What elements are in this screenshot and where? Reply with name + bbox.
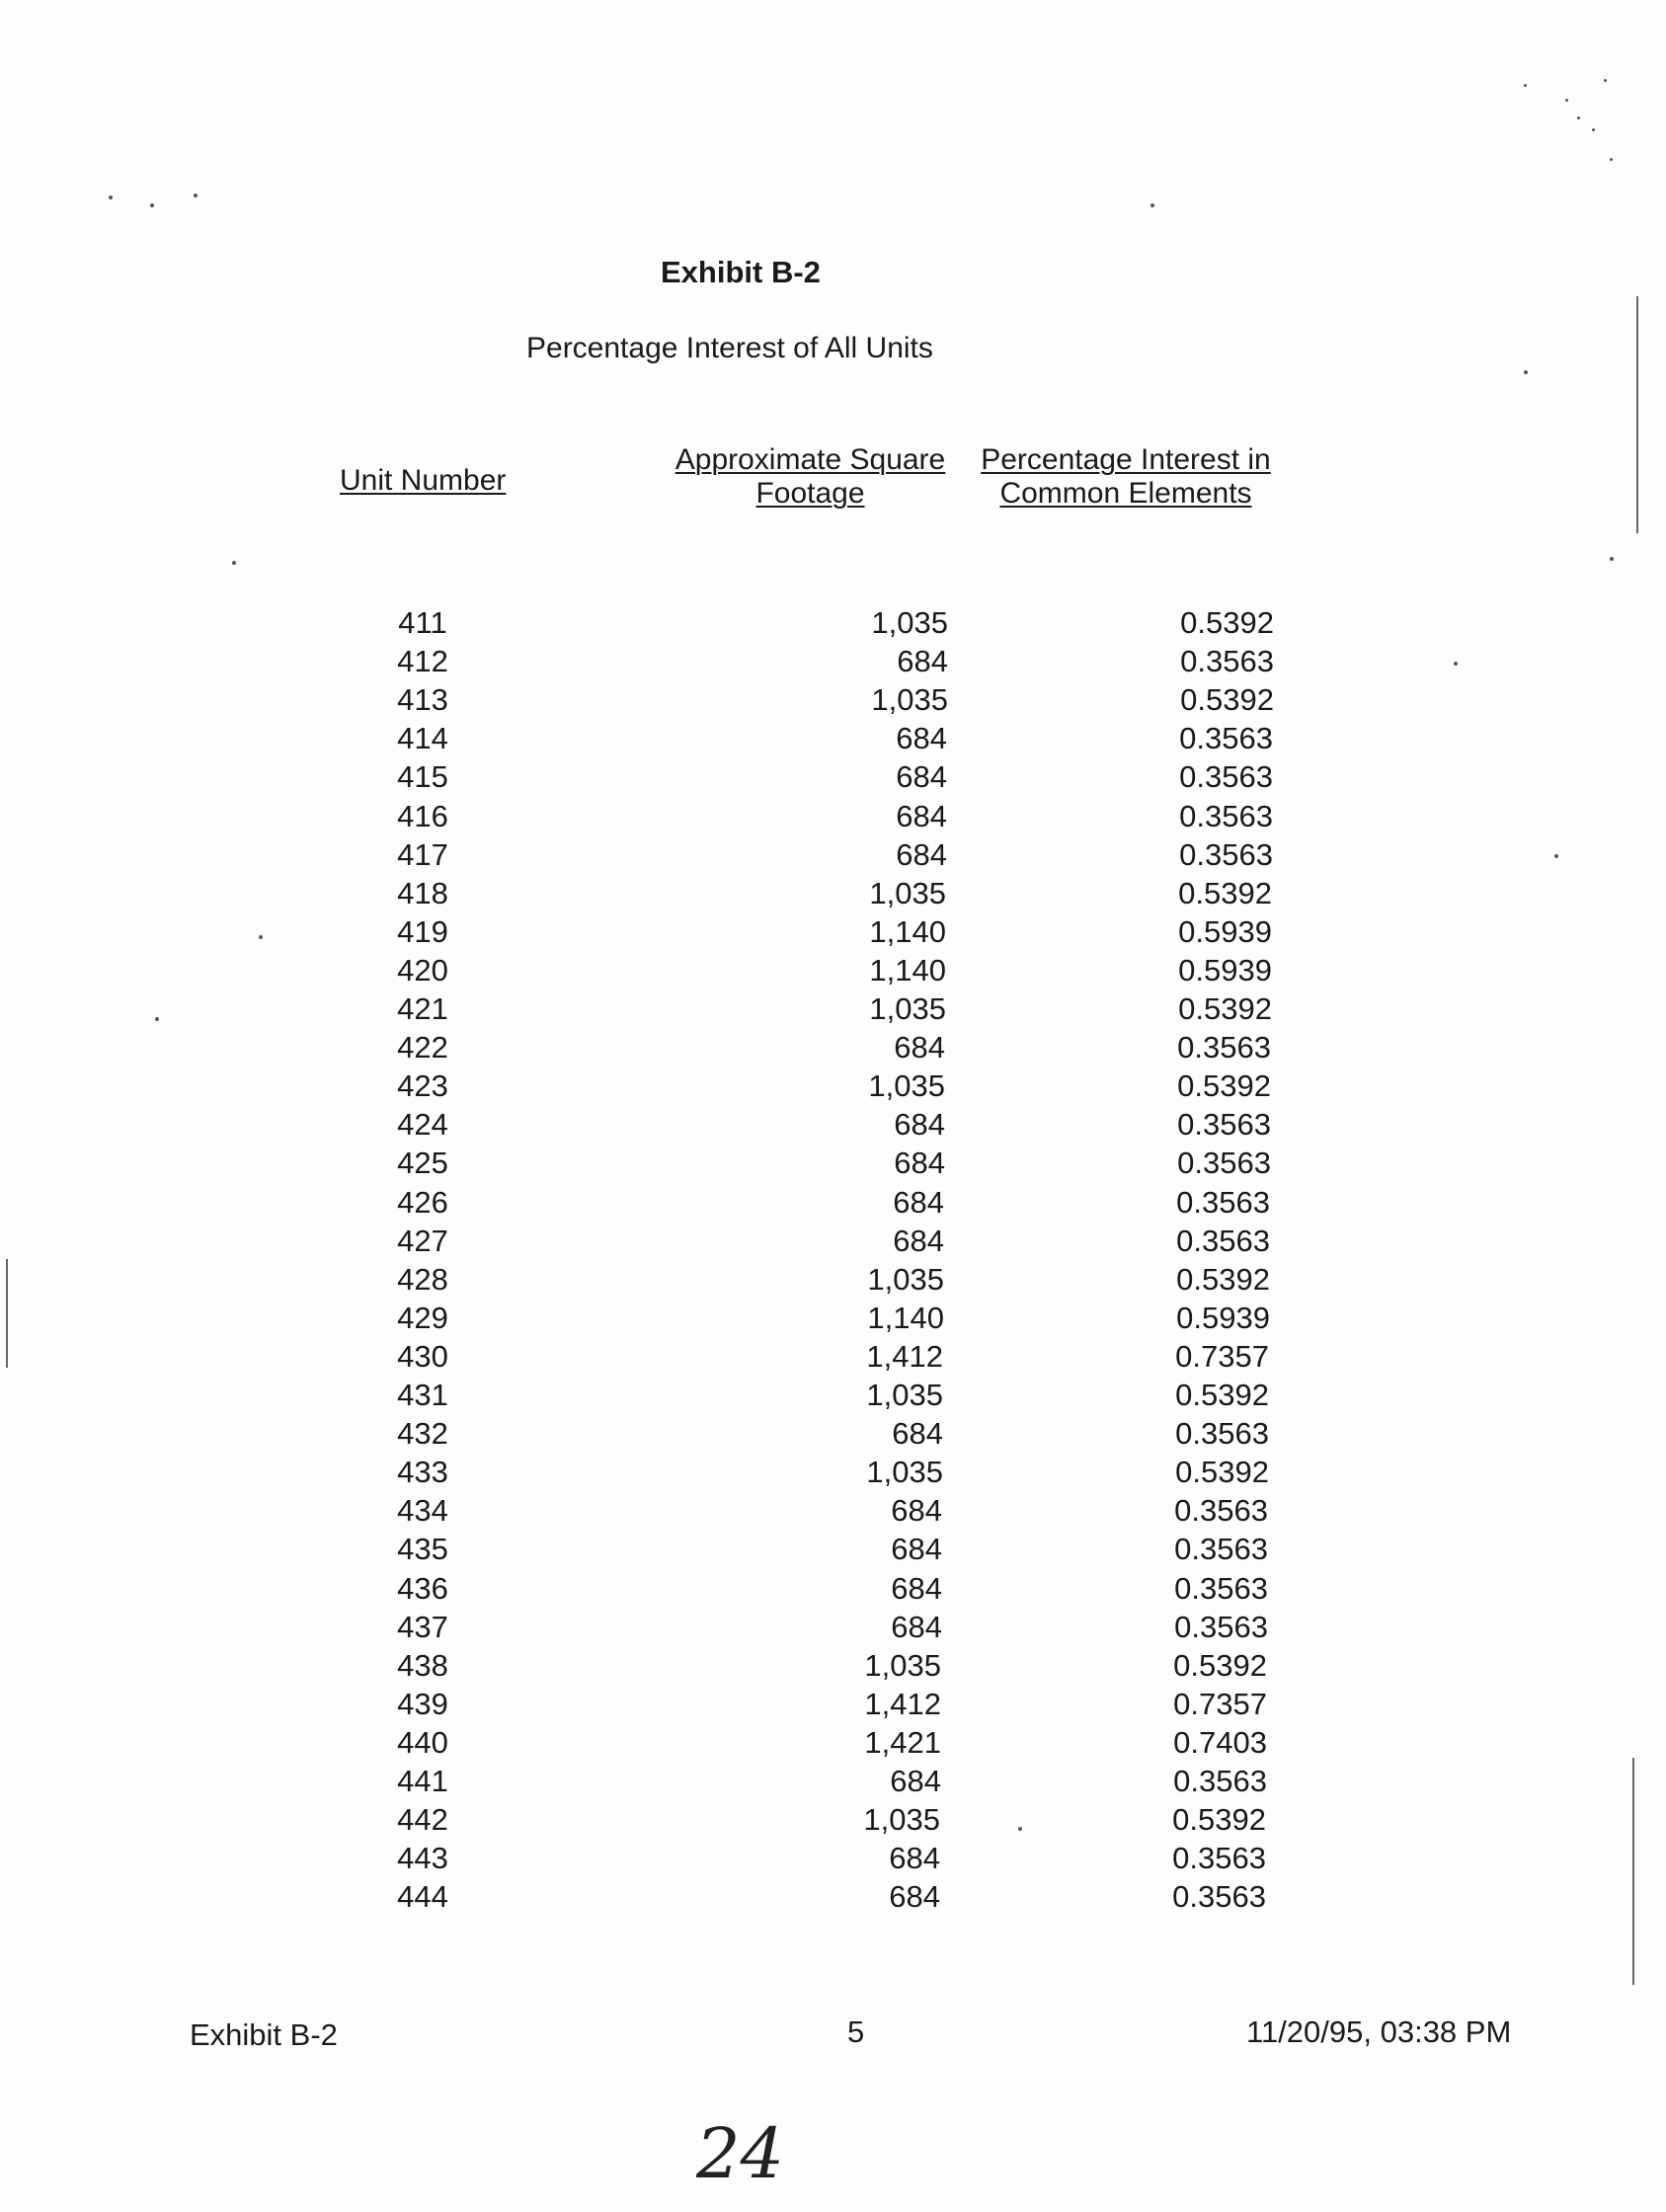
unit-cell: 429 xyxy=(397,1300,448,1335)
unit-cell: 432 xyxy=(397,1416,448,1452)
column-header-sqft-line2: Footage xyxy=(755,477,865,510)
table-row xyxy=(0,1646,1666,1685)
pct-cell: 0.3563 xyxy=(1177,1030,1271,1066)
pct-cell: 0.5392 xyxy=(1177,1068,1271,1104)
sqft-cell: 684 xyxy=(891,1609,942,1644)
pct-cell: 0.3563 xyxy=(1180,644,1274,679)
table-row xyxy=(0,989,1666,1028)
sqft-cell: 684 xyxy=(896,759,947,795)
column-header-pct-line2: Common Elements xyxy=(999,477,1252,510)
unit-cell: 411 xyxy=(398,605,447,640)
exhibit-subtitle: Percentage Interest of All Units xyxy=(526,332,933,364)
scan-speck xyxy=(1610,158,1613,161)
table-row xyxy=(0,874,1666,912)
sqft-cell: 1,035 xyxy=(871,682,948,718)
sqft-cell: 1,035 xyxy=(868,1068,945,1104)
sqft-cell: 684 xyxy=(891,1493,942,1529)
table-row xyxy=(0,1222,1666,1260)
unit-cell: 439 xyxy=(397,1686,448,1721)
handwritten-number-text: 24 xyxy=(696,2113,785,2194)
scan-speck xyxy=(1150,203,1154,207)
unit-cell: 443 xyxy=(397,1841,448,1876)
pct-cell: 0.5939 xyxy=(1178,913,1272,949)
table-row xyxy=(0,603,1666,642)
scan-edge-mark xyxy=(6,1259,8,1368)
column-header-pct xyxy=(963,443,1289,511)
table-row xyxy=(0,912,1666,951)
sqft-cell: 684 xyxy=(893,1223,944,1258)
sqft-cell: 1,421 xyxy=(864,1724,941,1760)
unit-cell: 431 xyxy=(397,1378,448,1412)
scan-speck xyxy=(150,203,154,207)
sqft-cell: 1,412 xyxy=(864,1686,941,1721)
unit-cell: 435 xyxy=(397,1532,448,1567)
unit-cell: 414 xyxy=(397,721,448,756)
pct-cell: 0.5392 xyxy=(1175,1455,1269,1490)
sqft-cell: 684 xyxy=(892,1416,943,1452)
pct-cell: 0.3563 xyxy=(1172,1841,1266,1876)
sqft-cell: 1,035 xyxy=(863,1802,940,1838)
scan-edge-mark xyxy=(1636,296,1638,533)
scan-speck xyxy=(155,1017,159,1021)
pct-cell: 0.3563 xyxy=(1177,1107,1271,1143)
pct-cell: 0.3563 xyxy=(1177,1146,1271,1181)
table-row xyxy=(0,1337,1666,1376)
column-header-sqft-line1: Approximate Square xyxy=(674,443,946,476)
table-row xyxy=(0,1723,1666,1762)
footer-timestamp: 11/20/95, 03:38 PM xyxy=(1246,2014,1512,2049)
scan-speck xyxy=(1524,84,1527,87)
unit-cell: 420 xyxy=(397,952,448,988)
unit-cell: 416 xyxy=(397,798,448,833)
pct-cell: 0.5939 xyxy=(1178,952,1272,988)
scan-speck xyxy=(232,561,236,565)
pct-cell: 0.3563 xyxy=(1174,1493,1268,1529)
table-row xyxy=(0,951,1666,989)
unit-cell: 430 xyxy=(397,1338,448,1374)
scan-speck xyxy=(1018,1827,1022,1831)
table-row xyxy=(0,1491,1666,1530)
exhibit-title: Exhibit B-2 xyxy=(661,255,821,289)
pct-cell: 0.3563 xyxy=(1175,1416,1269,1452)
sqft-cell: 1,140 xyxy=(867,1300,944,1335)
sqft-cell: 684 xyxy=(891,1570,942,1606)
pct-cell: 0.3563 xyxy=(1179,759,1273,795)
unit-cell: 413 xyxy=(397,682,448,718)
column-header-unit: Unit Number xyxy=(340,464,507,497)
sqft-cell: 1,035 xyxy=(869,991,946,1026)
sqft-cell: 684 xyxy=(894,1107,945,1143)
sqft-cell: 684 xyxy=(897,644,948,679)
pct-cell: 0.5392 xyxy=(1180,682,1274,718)
table-row xyxy=(0,1414,1666,1453)
table-row xyxy=(0,1569,1666,1608)
sqft-cell: 1,140 xyxy=(869,952,946,988)
table-row xyxy=(0,1453,1666,1491)
scan-speck xyxy=(1565,99,1568,102)
pct-cell: 0.3563 xyxy=(1174,1532,1268,1567)
table-row xyxy=(0,1105,1666,1144)
pct-cell: 0.3563 xyxy=(1173,1764,1267,1798)
scan-speck xyxy=(1454,662,1458,666)
sqft-cell: 1,412 xyxy=(866,1338,943,1374)
unit-cell: 436 xyxy=(397,1570,448,1606)
pct-cell: 0.5392 xyxy=(1175,1378,1269,1412)
unit-cell: 440 xyxy=(397,1724,448,1760)
unit-cell: 444 xyxy=(397,1879,448,1915)
table-row xyxy=(0,1299,1666,1337)
unit-cell: 424 xyxy=(397,1107,448,1143)
unit-cell: 426 xyxy=(397,1184,448,1220)
unit-cell: 419 xyxy=(397,913,448,949)
scan-speck xyxy=(194,194,198,198)
table-row xyxy=(0,1800,1666,1839)
table-row xyxy=(0,719,1666,757)
pct-cell: 0.5392 xyxy=(1178,875,1272,910)
sqft-cell: 684 xyxy=(890,1764,941,1798)
sqft-cell: 684 xyxy=(889,1879,940,1915)
sqft-cell: 684 xyxy=(896,798,947,833)
sqft-cell: 684 xyxy=(891,1532,942,1567)
unit-cell: 415 xyxy=(397,759,448,795)
unit-cell: 441 xyxy=(397,1764,448,1798)
table-row xyxy=(0,1183,1666,1222)
sqft-cell: 684 xyxy=(896,721,947,756)
table-row xyxy=(0,1608,1666,1646)
scan-speck xyxy=(259,935,263,939)
scan-speck xyxy=(1592,128,1595,131)
scan-speck xyxy=(1604,79,1607,82)
table-row xyxy=(0,835,1666,874)
unit-cell: 418 xyxy=(397,875,448,910)
table-row xyxy=(0,1028,1666,1066)
column-header-pct-line1: Percentage Interest in xyxy=(981,443,1271,476)
sqft-cell: 1,035 xyxy=(871,605,948,640)
pct-cell: 0.7357 xyxy=(1175,1338,1269,1374)
handwritten-page-number xyxy=(691,2103,839,2202)
column-header-sqft xyxy=(660,443,961,511)
unit-cell: 433 xyxy=(397,1455,448,1490)
sqft-cell: 1,035 xyxy=(866,1455,943,1490)
pct-cell: 0.3563 xyxy=(1176,1184,1270,1220)
sqft-cell: 684 xyxy=(893,1184,944,1220)
unit-cell: 434 xyxy=(397,1493,448,1529)
pct-cell: 0.5392 xyxy=(1176,1261,1270,1297)
sqft-cell: 684 xyxy=(894,1030,945,1066)
footer-exhibit-label: Exhibit B-2 xyxy=(190,2017,338,2052)
unit-cell: 427 xyxy=(397,1223,448,1258)
pct-cell: 0.7357 xyxy=(1173,1686,1267,1721)
pct-cell: 0.3563 xyxy=(1174,1570,1268,1606)
table-row xyxy=(0,1376,1666,1414)
unit-cell: 425 xyxy=(397,1146,448,1181)
sqft-cell: 1,035 xyxy=(867,1261,944,1297)
scan-speck xyxy=(1610,557,1614,561)
pct-cell: 0.5392 xyxy=(1172,1802,1266,1838)
table-row xyxy=(0,1685,1666,1723)
sqft-cell: 684 xyxy=(896,836,947,872)
pct-cell: 0.3563 xyxy=(1179,798,1273,833)
pct-cell: 0.3563 xyxy=(1174,1609,1268,1644)
unit-cell: 421 xyxy=(397,991,448,1026)
table-row xyxy=(0,1530,1666,1568)
scan-speck xyxy=(1524,370,1528,374)
table-row xyxy=(0,1144,1666,1182)
unit-cell: 442 xyxy=(397,1802,448,1838)
unit-cell: 422 xyxy=(397,1030,448,1066)
pct-cell: 0.3563 xyxy=(1179,836,1273,872)
pct-cell: 0.3563 xyxy=(1179,721,1273,756)
footer-page-number: 5 xyxy=(847,2014,865,2049)
table-row xyxy=(0,1260,1666,1299)
pct-cell: 0.3563 xyxy=(1172,1879,1266,1915)
pct-cell: 0.7403 xyxy=(1173,1724,1267,1760)
sqft-cell: 1,035 xyxy=(869,875,946,910)
scan-edge-mark xyxy=(1632,1758,1634,1985)
scan-speck xyxy=(1554,854,1558,858)
table-row xyxy=(0,1839,1666,1877)
unit-cell: 423 xyxy=(397,1068,448,1104)
table-row xyxy=(0,1877,1666,1916)
unit-cell: 417 xyxy=(397,836,448,872)
unit-cell: 428 xyxy=(397,1261,448,1297)
pct-cell: 0.5392 xyxy=(1173,1647,1267,1683)
scan-speck xyxy=(1577,117,1580,119)
pct-cell: 0.3563 xyxy=(1176,1223,1270,1258)
sqft-cell: 684 xyxy=(889,1841,940,1876)
pct-cell: 0.5939 xyxy=(1176,1300,1270,1335)
table-row xyxy=(0,757,1666,796)
unit-cell: 412 xyxy=(397,644,448,679)
pct-cell: 0.5392 xyxy=(1178,991,1272,1026)
table-row xyxy=(0,680,1666,719)
sqft-cell: 1,035 xyxy=(864,1647,941,1683)
unit-cell: 437 xyxy=(397,1609,448,1644)
table-row xyxy=(0,1762,1666,1800)
sqft-cell: 1,140 xyxy=(869,913,946,949)
unit-cell: 438 xyxy=(397,1647,448,1683)
scan-speck xyxy=(109,196,113,199)
table-row xyxy=(0,642,1666,680)
table-row xyxy=(0,797,1666,835)
sqft-cell: 1,035 xyxy=(866,1378,943,1412)
sqft-cell: 684 xyxy=(894,1146,945,1181)
table-row xyxy=(0,1066,1666,1105)
pct-cell: 0.5392 xyxy=(1180,605,1274,640)
